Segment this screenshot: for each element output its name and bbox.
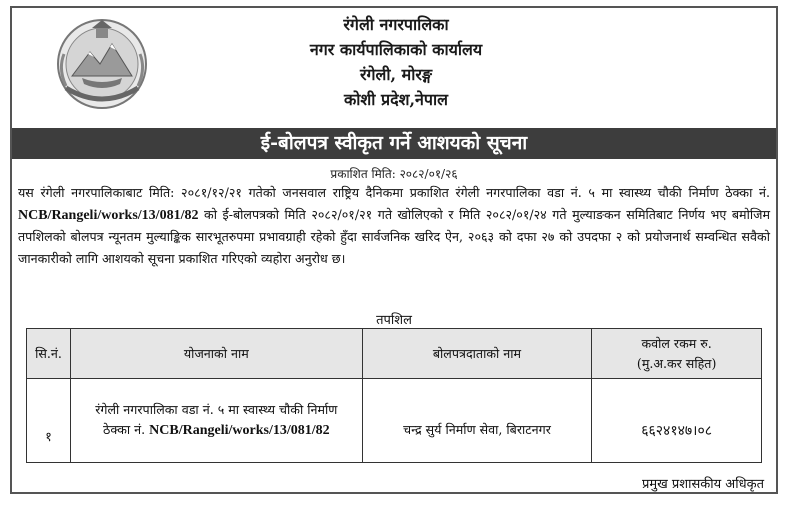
office-location: रंगेली, मोरङ्ग xyxy=(359,65,433,84)
office-header xyxy=(12,12,780,112)
office-name: नगर कार्यपालिकाको कार्यालय xyxy=(309,40,483,59)
table-row xyxy=(27,379,762,463)
row-plan xyxy=(70,379,362,463)
body-part-1: यस रंगेली नगरपालिकाबाट मिति: २०८१/१२/२१ गतेको जनसवाल राष्ट्रिय दैनिकमा प्रकाशित रंगेली नगरपालिका वडा नं. ५ मा स्वास्थ्य चौकी निर्माण ठेक्का नं. xyxy=(18,185,770,200)
table-caption: तपशिल xyxy=(376,313,412,328)
row-amount: ६६२४१४७।०८ xyxy=(592,379,762,463)
row-contract-number: NCB/Rangeli/works/13/081/82 xyxy=(149,423,330,438)
row-contract xyxy=(75,420,358,441)
table-header-row xyxy=(27,329,762,379)
notice-title: ई-बोलपत्र स्वीकृत गर्ने आशयको सूचना xyxy=(12,128,776,159)
header-sn: सि.नं. xyxy=(27,329,71,379)
award-table xyxy=(26,328,762,463)
row-plan-name: रंगेली नगरपालिका वडा नं. ५ मा स्वास्थ्य चौकी निर्माण xyxy=(95,402,338,417)
header-amount xyxy=(592,329,762,379)
header-bidder: बोलपत्रदाताको नाम xyxy=(362,329,592,379)
row-sn: १ xyxy=(27,379,71,463)
row-bidder: चन्द्र सुर्य निर्माण सेवा, बिराटनगर xyxy=(362,379,592,463)
signature-title: प्रमुख प्रशासकीय अधिकृत xyxy=(641,477,764,492)
published-date: प्रकाशित मिति: २०८२/०१/२६ xyxy=(330,167,458,181)
header-amount-line2: (मु.अ.कर सहित) xyxy=(636,355,717,371)
province-name: कोशी प्रदेश,नेपाल xyxy=(343,90,449,109)
header-plan: योजनाको नाम xyxy=(70,329,362,379)
body-part-2: को ई-बोलपत्रको मिति २०८२/०१/२१ गते खोलिएको र मिति २०८२/०१/२४ गते मुल्याङकन समितिबाट निर्णय भए बमोजिम तपशिलको बोलपत्र न्यूनतम मुल्याङ्किक सारभूतरुपमा प्रभावग्राही रहेको हुँदा सार्वजनिक खरिद ऐन, २०६३ को दफा २७ को उपदफा २ को प्रयोजनार्थ सम्वन्धित सवैको जानकारीको लागि आशयको सूचना प्रकाशित गरिएको व्यहोरा अनुरोध छ। xyxy=(18,206,770,266)
header-amount-line1: कवोल रकम रु. xyxy=(641,335,712,351)
row-contract-label: ठेक्का नं. xyxy=(103,422,146,437)
notice-frame xyxy=(10,6,778,494)
municipality-name: रंगेली नगरपालिका xyxy=(343,15,449,34)
body-contract-number: NCB/Rangeli/works/13/081/82 xyxy=(18,207,199,223)
notice-body xyxy=(18,182,770,269)
